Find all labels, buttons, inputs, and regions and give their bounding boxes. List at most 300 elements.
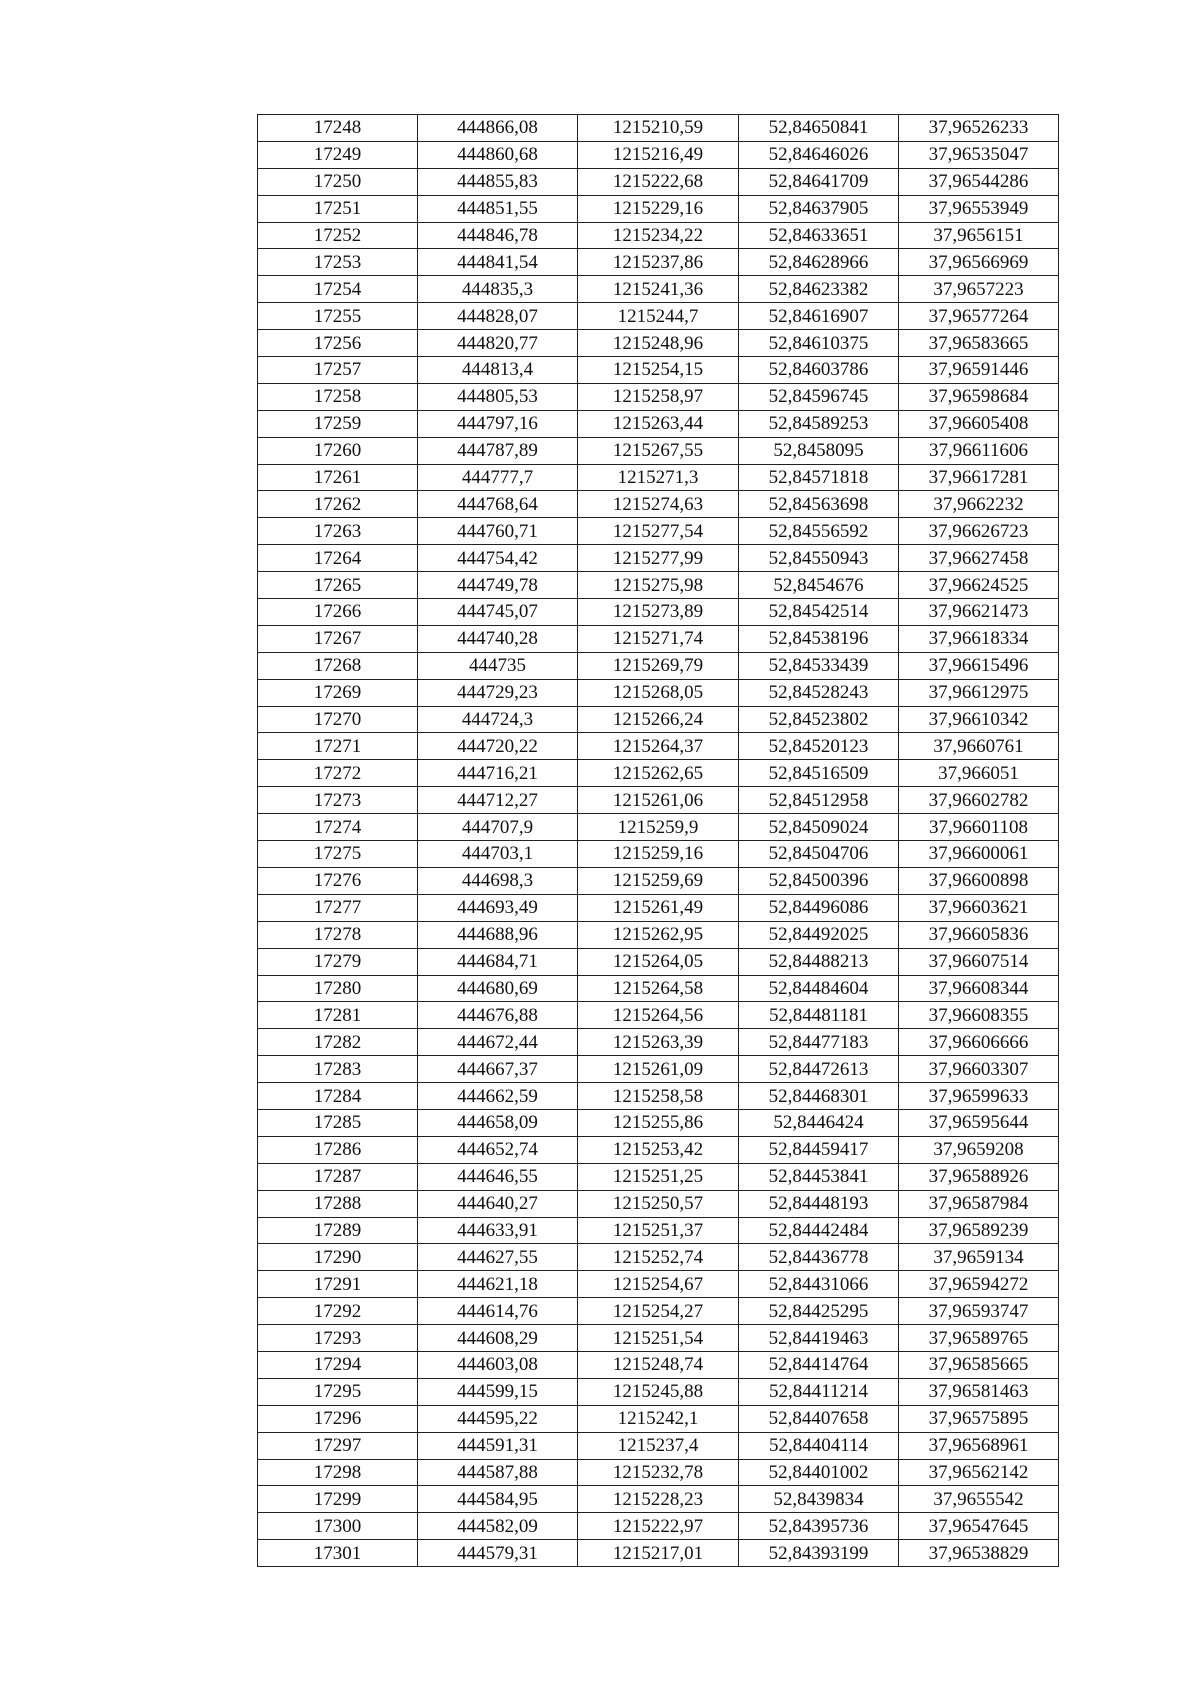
table-row xyxy=(258,545,1059,572)
x-coordinate-cell: 444712,27 xyxy=(418,787,578,814)
longitude-cell: 37,96577264 xyxy=(899,303,1059,330)
latitude-cell: 52,84419463 xyxy=(739,1325,899,1352)
latitude-cell: 52,84523802 xyxy=(739,706,899,733)
table-row xyxy=(258,330,1059,357)
latitude-cell: 52,84431066 xyxy=(739,1271,899,1298)
point-number-cell: 17265 xyxy=(258,572,418,599)
latitude-cell: 52,84401002 xyxy=(739,1459,899,1486)
y-coordinate-cell: 1215263,44 xyxy=(578,410,739,437)
longitude-cell: 37,9660761 xyxy=(899,733,1059,760)
x-coordinate-cell: 444633,91 xyxy=(418,1217,578,1244)
latitude-cell: 52,84596745 xyxy=(739,383,899,410)
y-coordinate-cell: 1215254,27 xyxy=(578,1298,739,1325)
table-row xyxy=(258,222,1059,249)
latitude-cell: 52,84616907 xyxy=(739,303,899,330)
longitude-cell: 37,96568961 xyxy=(899,1432,1059,1459)
table-row xyxy=(258,1083,1059,1110)
latitude-cell: 52,84641709 xyxy=(739,168,899,195)
x-coordinate-cell: 444855,83 xyxy=(418,168,578,195)
point-number-cell: 17278 xyxy=(258,921,418,948)
table-row xyxy=(258,1540,1059,1567)
table-row xyxy=(258,1298,1059,1325)
point-number-cell: 17258 xyxy=(258,383,418,410)
table-row xyxy=(258,1378,1059,1405)
y-coordinate-cell: 1215259,69 xyxy=(578,867,739,894)
longitude-cell: 37,96594272 xyxy=(899,1271,1059,1298)
table-row xyxy=(258,1029,1059,1056)
longitude-cell: 37,96588926 xyxy=(899,1163,1059,1190)
x-coordinate-cell: 444797,16 xyxy=(418,410,578,437)
longitude-cell: 37,96575895 xyxy=(899,1405,1059,1432)
longitude-cell: 37,96589765 xyxy=(899,1325,1059,1352)
longitude-cell: 37,96553949 xyxy=(899,195,1059,222)
point-number-cell: 17272 xyxy=(258,760,418,787)
table-row xyxy=(258,1002,1059,1029)
y-coordinate-cell: 1215216,49 xyxy=(578,141,739,168)
longitude-cell: 37,96608344 xyxy=(899,975,1059,1002)
longitude-cell: 37,96612975 xyxy=(899,679,1059,706)
table-row xyxy=(258,1217,1059,1244)
x-coordinate-cell: 444667,37 xyxy=(418,1056,578,1083)
point-number-cell: 17274 xyxy=(258,814,418,841)
coordinates-table-body xyxy=(258,115,1059,1567)
latitude-cell: 52,84650841 xyxy=(739,115,899,142)
y-coordinate-cell: 1215253,42 xyxy=(578,1136,739,1163)
point-number-cell: 17273 xyxy=(258,787,418,814)
x-coordinate-cell: 444621,18 xyxy=(418,1271,578,1298)
point-number-cell: 17298 xyxy=(258,1459,418,1486)
x-coordinate-cell: 444599,15 xyxy=(418,1378,578,1405)
y-coordinate-cell: 1215277,99 xyxy=(578,545,739,572)
point-number-cell: 17259 xyxy=(258,410,418,437)
y-coordinate-cell: 1215210,59 xyxy=(578,115,739,142)
y-coordinate-cell: 1215251,54 xyxy=(578,1325,739,1352)
longitude-cell: 37,96605408 xyxy=(899,410,1059,437)
latitude-cell: 52,84436778 xyxy=(739,1244,899,1271)
latitude-cell: 52,84442484 xyxy=(739,1217,899,1244)
y-coordinate-cell: 1215251,25 xyxy=(578,1163,739,1190)
latitude-cell: 52,84571818 xyxy=(739,464,899,491)
latitude-cell: 52,84488213 xyxy=(739,948,899,975)
x-coordinate-cell: 444680,69 xyxy=(418,975,578,1002)
y-coordinate-cell: 1215229,16 xyxy=(578,195,739,222)
point-number-cell: 17271 xyxy=(258,733,418,760)
latitude-cell: 52,84520123 xyxy=(739,733,899,760)
latitude-cell: 52,8446424 xyxy=(739,1109,899,1136)
table-row xyxy=(258,1244,1059,1271)
longitude-cell: 37,96598684 xyxy=(899,383,1059,410)
table-row xyxy=(258,652,1059,679)
y-coordinate-cell: 1215274,63 xyxy=(578,491,739,518)
longitude-cell: 37,96593747 xyxy=(899,1298,1059,1325)
latitude-cell: 52,84404114 xyxy=(739,1432,899,1459)
y-coordinate-cell: 1215261,06 xyxy=(578,787,739,814)
point-number-cell: 17267 xyxy=(258,625,418,652)
latitude-cell: 52,84407658 xyxy=(739,1405,899,1432)
y-coordinate-cell: 1215271,74 xyxy=(578,625,739,652)
x-coordinate-cell: 444684,71 xyxy=(418,948,578,975)
table-row xyxy=(258,1056,1059,1083)
table-row xyxy=(258,894,1059,921)
point-number-cell: 17276 xyxy=(258,867,418,894)
y-coordinate-cell: 1215244,7 xyxy=(578,303,739,330)
y-coordinate-cell: 1215258,97 xyxy=(578,383,739,410)
table-row xyxy=(258,1163,1059,1190)
point-number-cell: 17266 xyxy=(258,599,418,626)
table-row xyxy=(258,1405,1059,1432)
table-row xyxy=(258,1513,1059,1540)
point-number-cell: 17248 xyxy=(258,115,418,142)
x-coordinate-cell: 444662,59 xyxy=(418,1083,578,1110)
point-number-cell: 17295 xyxy=(258,1378,418,1405)
point-number-cell: 17296 xyxy=(258,1405,418,1432)
x-coordinate-cell: 444591,31 xyxy=(418,1432,578,1459)
longitude-cell: 37,96600061 xyxy=(899,841,1059,868)
x-coordinate-cell: 444584,95 xyxy=(418,1486,578,1513)
y-coordinate-cell: 1215255,86 xyxy=(578,1109,739,1136)
point-number-cell: 17261 xyxy=(258,464,418,491)
table-row xyxy=(258,1271,1059,1298)
x-coordinate-cell: 444703,1 xyxy=(418,841,578,868)
point-number-cell: 17260 xyxy=(258,437,418,464)
x-coordinate-cell: 444582,09 xyxy=(418,1513,578,1540)
point-number-cell: 17279 xyxy=(258,948,418,975)
longitude-cell: 37,96601108 xyxy=(899,814,1059,841)
x-coordinate-cell: 444866,08 xyxy=(418,115,578,142)
longitude-cell: 37,96535047 xyxy=(899,141,1059,168)
latitude-cell: 52,84610375 xyxy=(739,330,899,357)
table-row xyxy=(258,787,1059,814)
y-coordinate-cell: 1215259,9 xyxy=(578,814,739,841)
y-coordinate-cell: 1215241,36 xyxy=(578,276,739,303)
y-coordinate-cell: 1215258,58 xyxy=(578,1083,739,1110)
point-number-cell: 17288 xyxy=(258,1190,418,1217)
x-coordinate-cell: 444614,76 xyxy=(418,1298,578,1325)
table-row xyxy=(258,921,1059,948)
point-number-cell: 17270 xyxy=(258,706,418,733)
table-row xyxy=(258,115,1059,142)
x-coordinate-cell: 444698,3 xyxy=(418,867,578,894)
table-row xyxy=(258,357,1059,384)
point-number-cell: 17269 xyxy=(258,679,418,706)
point-number-cell: 17255 xyxy=(258,303,418,330)
latitude-cell: 52,84538196 xyxy=(739,625,899,652)
y-coordinate-cell: 1215248,96 xyxy=(578,330,739,357)
y-coordinate-cell: 1215267,55 xyxy=(578,437,739,464)
longitude-cell: 37,96617281 xyxy=(899,464,1059,491)
latitude-cell: 52,84484604 xyxy=(739,975,899,1002)
longitude-cell: 37,9659208 xyxy=(899,1136,1059,1163)
longitude-cell: 37,96603621 xyxy=(899,894,1059,921)
point-number-cell: 17293 xyxy=(258,1325,418,1352)
table-row xyxy=(258,975,1059,1002)
latitude-cell: 52,84472613 xyxy=(739,1056,899,1083)
longitude-cell: 37,96599633 xyxy=(899,1083,1059,1110)
table-row xyxy=(258,276,1059,303)
y-coordinate-cell: 1215268,05 xyxy=(578,679,739,706)
point-number-cell: 17251 xyxy=(258,195,418,222)
point-number-cell: 17263 xyxy=(258,518,418,545)
point-number-cell: 17297 xyxy=(258,1432,418,1459)
longitude-cell: 37,96585665 xyxy=(899,1351,1059,1378)
x-coordinate-cell: 444754,42 xyxy=(418,545,578,572)
point-number-cell: 17256 xyxy=(258,330,418,357)
latitude-cell: 52,8454676 xyxy=(739,572,899,599)
x-coordinate-cell: 444640,27 xyxy=(418,1190,578,1217)
x-coordinate-cell: 444707,9 xyxy=(418,814,578,841)
point-number-cell: 17299 xyxy=(258,1486,418,1513)
latitude-cell: 52,84492025 xyxy=(739,921,899,948)
table-row xyxy=(258,760,1059,787)
y-coordinate-cell: 1215245,88 xyxy=(578,1378,739,1405)
point-number-cell: 17283 xyxy=(258,1056,418,1083)
x-coordinate-cell: 444820,77 xyxy=(418,330,578,357)
x-coordinate-cell: 444768,64 xyxy=(418,491,578,518)
longitude-cell: 37,96589239 xyxy=(899,1217,1059,1244)
x-coordinate-cell: 444740,28 xyxy=(418,625,578,652)
latitude-cell: 52,84516509 xyxy=(739,760,899,787)
table-row xyxy=(258,1136,1059,1163)
point-number-cell: 17262 xyxy=(258,491,418,518)
longitude-cell: 37,96605836 xyxy=(899,921,1059,948)
point-number-cell: 17257 xyxy=(258,357,418,384)
table-row xyxy=(258,706,1059,733)
y-coordinate-cell: 1215273,89 xyxy=(578,599,739,626)
x-coordinate-cell: 444608,29 xyxy=(418,1325,578,1352)
point-number-cell: 17281 xyxy=(258,1002,418,1029)
latitude-cell: 52,84481181 xyxy=(739,1002,899,1029)
table-row xyxy=(258,518,1059,545)
latitude-cell: 52,84542514 xyxy=(739,599,899,626)
table-row xyxy=(258,1325,1059,1352)
latitude-cell: 52,84637905 xyxy=(739,195,899,222)
y-coordinate-cell: 1215261,09 xyxy=(578,1056,739,1083)
table-row xyxy=(258,625,1059,652)
point-number-cell: 17290 xyxy=(258,1244,418,1271)
point-number-cell: 17291 xyxy=(258,1271,418,1298)
longitude-cell: 37,9662232 xyxy=(899,491,1059,518)
x-coordinate-cell: 444851,55 xyxy=(418,195,578,222)
longitude-cell: 37,9659134 xyxy=(899,1244,1059,1271)
latitude-cell: 52,8439834 xyxy=(739,1486,899,1513)
table-row xyxy=(258,867,1059,894)
y-coordinate-cell: 1215263,39 xyxy=(578,1029,739,1056)
y-coordinate-cell: 1215254,15 xyxy=(578,357,739,384)
latitude-cell: 52,84448193 xyxy=(739,1190,899,1217)
point-number-cell: 17252 xyxy=(258,222,418,249)
y-coordinate-cell: 1215217,01 xyxy=(578,1540,739,1567)
x-coordinate-cell: 444813,4 xyxy=(418,357,578,384)
longitude-cell: 37,96595644 xyxy=(899,1109,1059,1136)
x-coordinate-cell: 444760,71 xyxy=(418,518,578,545)
x-coordinate-cell: 444603,08 xyxy=(418,1351,578,1378)
latitude-cell: 52,84550943 xyxy=(739,545,899,572)
point-number-cell: 17264 xyxy=(258,545,418,572)
point-number-cell: 17275 xyxy=(258,841,418,868)
x-coordinate-cell: 444672,44 xyxy=(418,1029,578,1056)
y-coordinate-cell: 1215262,65 xyxy=(578,760,739,787)
y-coordinate-cell: 1215264,58 xyxy=(578,975,739,1002)
x-coordinate-cell: 444716,21 xyxy=(418,760,578,787)
latitude-cell: 52,84477183 xyxy=(739,1029,899,1056)
table-row xyxy=(258,599,1059,626)
point-number-cell: 17282 xyxy=(258,1029,418,1056)
x-coordinate-cell: 444587,88 xyxy=(418,1459,578,1486)
table-row xyxy=(258,1486,1059,1513)
point-number-cell: 17292 xyxy=(258,1298,418,1325)
longitude-cell: 37,96583665 xyxy=(899,330,1059,357)
y-coordinate-cell: 1215234,22 xyxy=(578,222,739,249)
point-number-cell: 17301 xyxy=(258,1540,418,1567)
longitude-cell: 37,9656151 xyxy=(899,222,1059,249)
longitude-cell: 37,96581463 xyxy=(899,1378,1059,1405)
table-row xyxy=(258,464,1059,491)
longitude-cell: 37,96538829 xyxy=(899,1540,1059,1567)
latitude-cell: 52,84603786 xyxy=(739,357,899,384)
x-coordinate-cell: 444658,09 xyxy=(418,1109,578,1136)
table-row xyxy=(258,572,1059,599)
latitude-cell: 52,8458095 xyxy=(739,437,899,464)
table-row xyxy=(258,195,1059,222)
longitude-cell: 37,96624525 xyxy=(899,572,1059,599)
coordinates-table xyxy=(257,114,1059,1567)
longitude-cell: 37,96606666 xyxy=(899,1029,1059,1056)
x-coordinate-cell: 444627,55 xyxy=(418,1244,578,1271)
x-coordinate-cell: 444595,22 xyxy=(418,1405,578,1432)
x-coordinate-cell: 444688,96 xyxy=(418,921,578,948)
latitude-cell: 52,84556592 xyxy=(739,518,899,545)
longitude-cell: 37,96600898 xyxy=(899,867,1059,894)
table-row xyxy=(258,1351,1059,1378)
x-coordinate-cell: 444777,7 xyxy=(418,464,578,491)
y-coordinate-cell: 1215232,78 xyxy=(578,1459,739,1486)
x-coordinate-cell: 444860,68 xyxy=(418,141,578,168)
table-row xyxy=(258,491,1059,518)
table-row xyxy=(258,1190,1059,1217)
longitude-cell: 37,96566969 xyxy=(899,249,1059,276)
table-row xyxy=(258,383,1059,410)
latitude-cell: 52,84504706 xyxy=(739,841,899,868)
table-row xyxy=(258,1432,1059,1459)
y-coordinate-cell: 1215251,37 xyxy=(578,1217,739,1244)
longitude-cell: 37,96610342 xyxy=(899,706,1059,733)
y-coordinate-cell: 1215254,67 xyxy=(578,1271,739,1298)
y-coordinate-cell: 1215222,68 xyxy=(578,168,739,195)
x-coordinate-cell: 444646,55 xyxy=(418,1163,578,1190)
longitude-cell: 37,96587984 xyxy=(899,1190,1059,1217)
y-coordinate-cell: 1215266,24 xyxy=(578,706,739,733)
x-coordinate-cell: 444828,07 xyxy=(418,303,578,330)
table-row xyxy=(258,410,1059,437)
x-coordinate-cell: 444724,3 xyxy=(418,706,578,733)
point-number-cell: 17284 xyxy=(258,1083,418,1110)
longitude-cell: 37,96621473 xyxy=(899,599,1059,626)
point-number-cell: 17254 xyxy=(258,276,418,303)
y-coordinate-cell: 1215248,74 xyxy=(578,1351,739,1378)
longitude-cell: 37,96618334 xyxy=(899,625,1059,652)
y-coordinate-cell: 1215262,95 xyxy=(578,921,739,948)
table-row xyxy=(258,168,1059,195)
table-row xyxy=(258,814,1059,841)
y-coordinate-cell: 1215222,97 xyxy=(578,1513,739,1540)
latitude-cell: 52,84509024 xyxy=(739,814,899,841)
y-coordinate-cell: 1215271,3 xyxy=(578,464,739,491)
longitude-cell: 37,96627458 xyxy=(899,545,1059,572)
x-coordinate-cell: 444805,53 xyxy=(418,383,578,410)
point-number-cell: 17287 xyxy=(258,1163,418,1190)
latitude-cell: 52,84425295 xyxy=(739,1298,899,1325)
latitude-cell: 52,84589253 xyxy=(739,410,899,437)
y-coordinate-cell: 1215237,86 xyxy=(578,249,739,276)
point-number-cell: 17280 xyxy=(258,975,418,1002)
table-row xyxy=(258,141,1059,168)
y-coordinate-cell: 1215259,16 xyxy=(578,841,739,868)
latitude-cell: 52,84533439 xyxy=(739,652,899,679)
y-coordinate-cell: 1215269,79 xyxy=(578,652,739,679)
longitude-cell: 37,9655542 xyxy=(899,1486,1059,1513)
longitude-cell: 37,96547645 xyxy=(899,1513,1059,1540)
latitude-cell: 52,84646026 xyxy=(739,141,899,168)
x-coordinate-cell: 444693,49 xyxy=(418,894,578,921)
latitude-cell: 52,84563698 xyxy=(739,491,899,518)
longitude-cell: 37,96591446 xyxy=(899,357,1059,384)
point-number-cell: 17253 xyxy=(258,249,418,276)
point-number-cell: 17250 xyxy=(258,168,418,195)
y-coordinate-cell: 1215252,74 xyxy=(578,1244,739,1271)
latitude-cell: 52,84411214 xyxy=(739,1378,899,1405)
latitude-cell: 52,84628966 xyxy=(739,249,899,276)
x-coordinate-cell: 444835,3 xyxy=(418,276,578,303)
y-coordinate-cell: 1215242,1 xyxy=(578,1405,739,1432)
x-coordinate-cell: 444749,78 xyxy=(418,572,578,599)
longitude-cell: 37,96607514 xyxy=(899,948,1059,975)
table-row xyxy=(258,1459,1059,1486)
table-row xyxy=(258,303,1059,330)
x-coordinate-cell: 444729,23 xyxy=(418,679,578,706)
latitude-cell: 52,84500396 xyxy=(739,867,899,894)
y-coordinate-cell: 1215264,56 xyxy=(578,1002,739,1029)
y-coordinate-cell: 1215228,23 xyxy=(578,1486,739,1513)
latitude-cell: 52,84453841 xyxy=(739,1163,899,1190)
longitude-cell: 37,9657223 xyxy=(899,276,1059,303)
y-coordinate-cell: 1215264,37 xyxy=(578,733,739,760)
y-coordinate-cell: 1215261,49 xyxy=(578,894,739,921)
table-row xyxy=(258,437,1059,464)
point-number-cell: 17289 xyxy=(258,1217,418,1244)
point-number-cell: 17268 xyxy=(258,652,418,679)
latitude-cell: 52,84393199 xyxy=(739,1540,899,1567)
x-coordinate-cell: 444841,54 xyxy=(418,249,578,276)
latitude-cell: 52,84414764 xyxy=(739,1351,899,1378)
x-coordinate-cell: 444579,31 xyxy=(418,1540,578,1567)
latitude-cell: 52,84528243 xyxy=(739,679,899,706)
y-coordinate-cell: 1215250,57 xyxy=(578,1190,739,1217)
table-row xyxy=(258,249,1059,276)
longitude-cell: 37,96526233 xyxy=(899,115,1059,142)
x-coordinate-cell: 444735 xyxy=(418,652,578,679)
longitude-cell: 37,96615496 xyxy=(899,652,1059,679)
latitude-cell: 52,84512958 xyxy=(739,787,899,814)
x-coordinate-cell: 444787,89 xyxy=(418,437,578,464)
y-coordinate-cell: 1215237,4 xyxy=(578,1432,739,1459)
y-coordinate-cell: 1215275,98 xyxy=(578,572,739,599)
point-number-cell: 17285 xyxy=(258,1109,418,1136)
table-row xyxy=(258,841,1059,868)
x-coordinate-cell: 444676,88 xyxy=(418,1002,578,1029)
point-number-cell: 17277 xyxy=(258,894,418,921)
x-coordinate-cell: 444846,78 xyxy=(418,222,578,249)
latitude-cell: 52,84395736 xyxy=(739,1513,899,1540)
